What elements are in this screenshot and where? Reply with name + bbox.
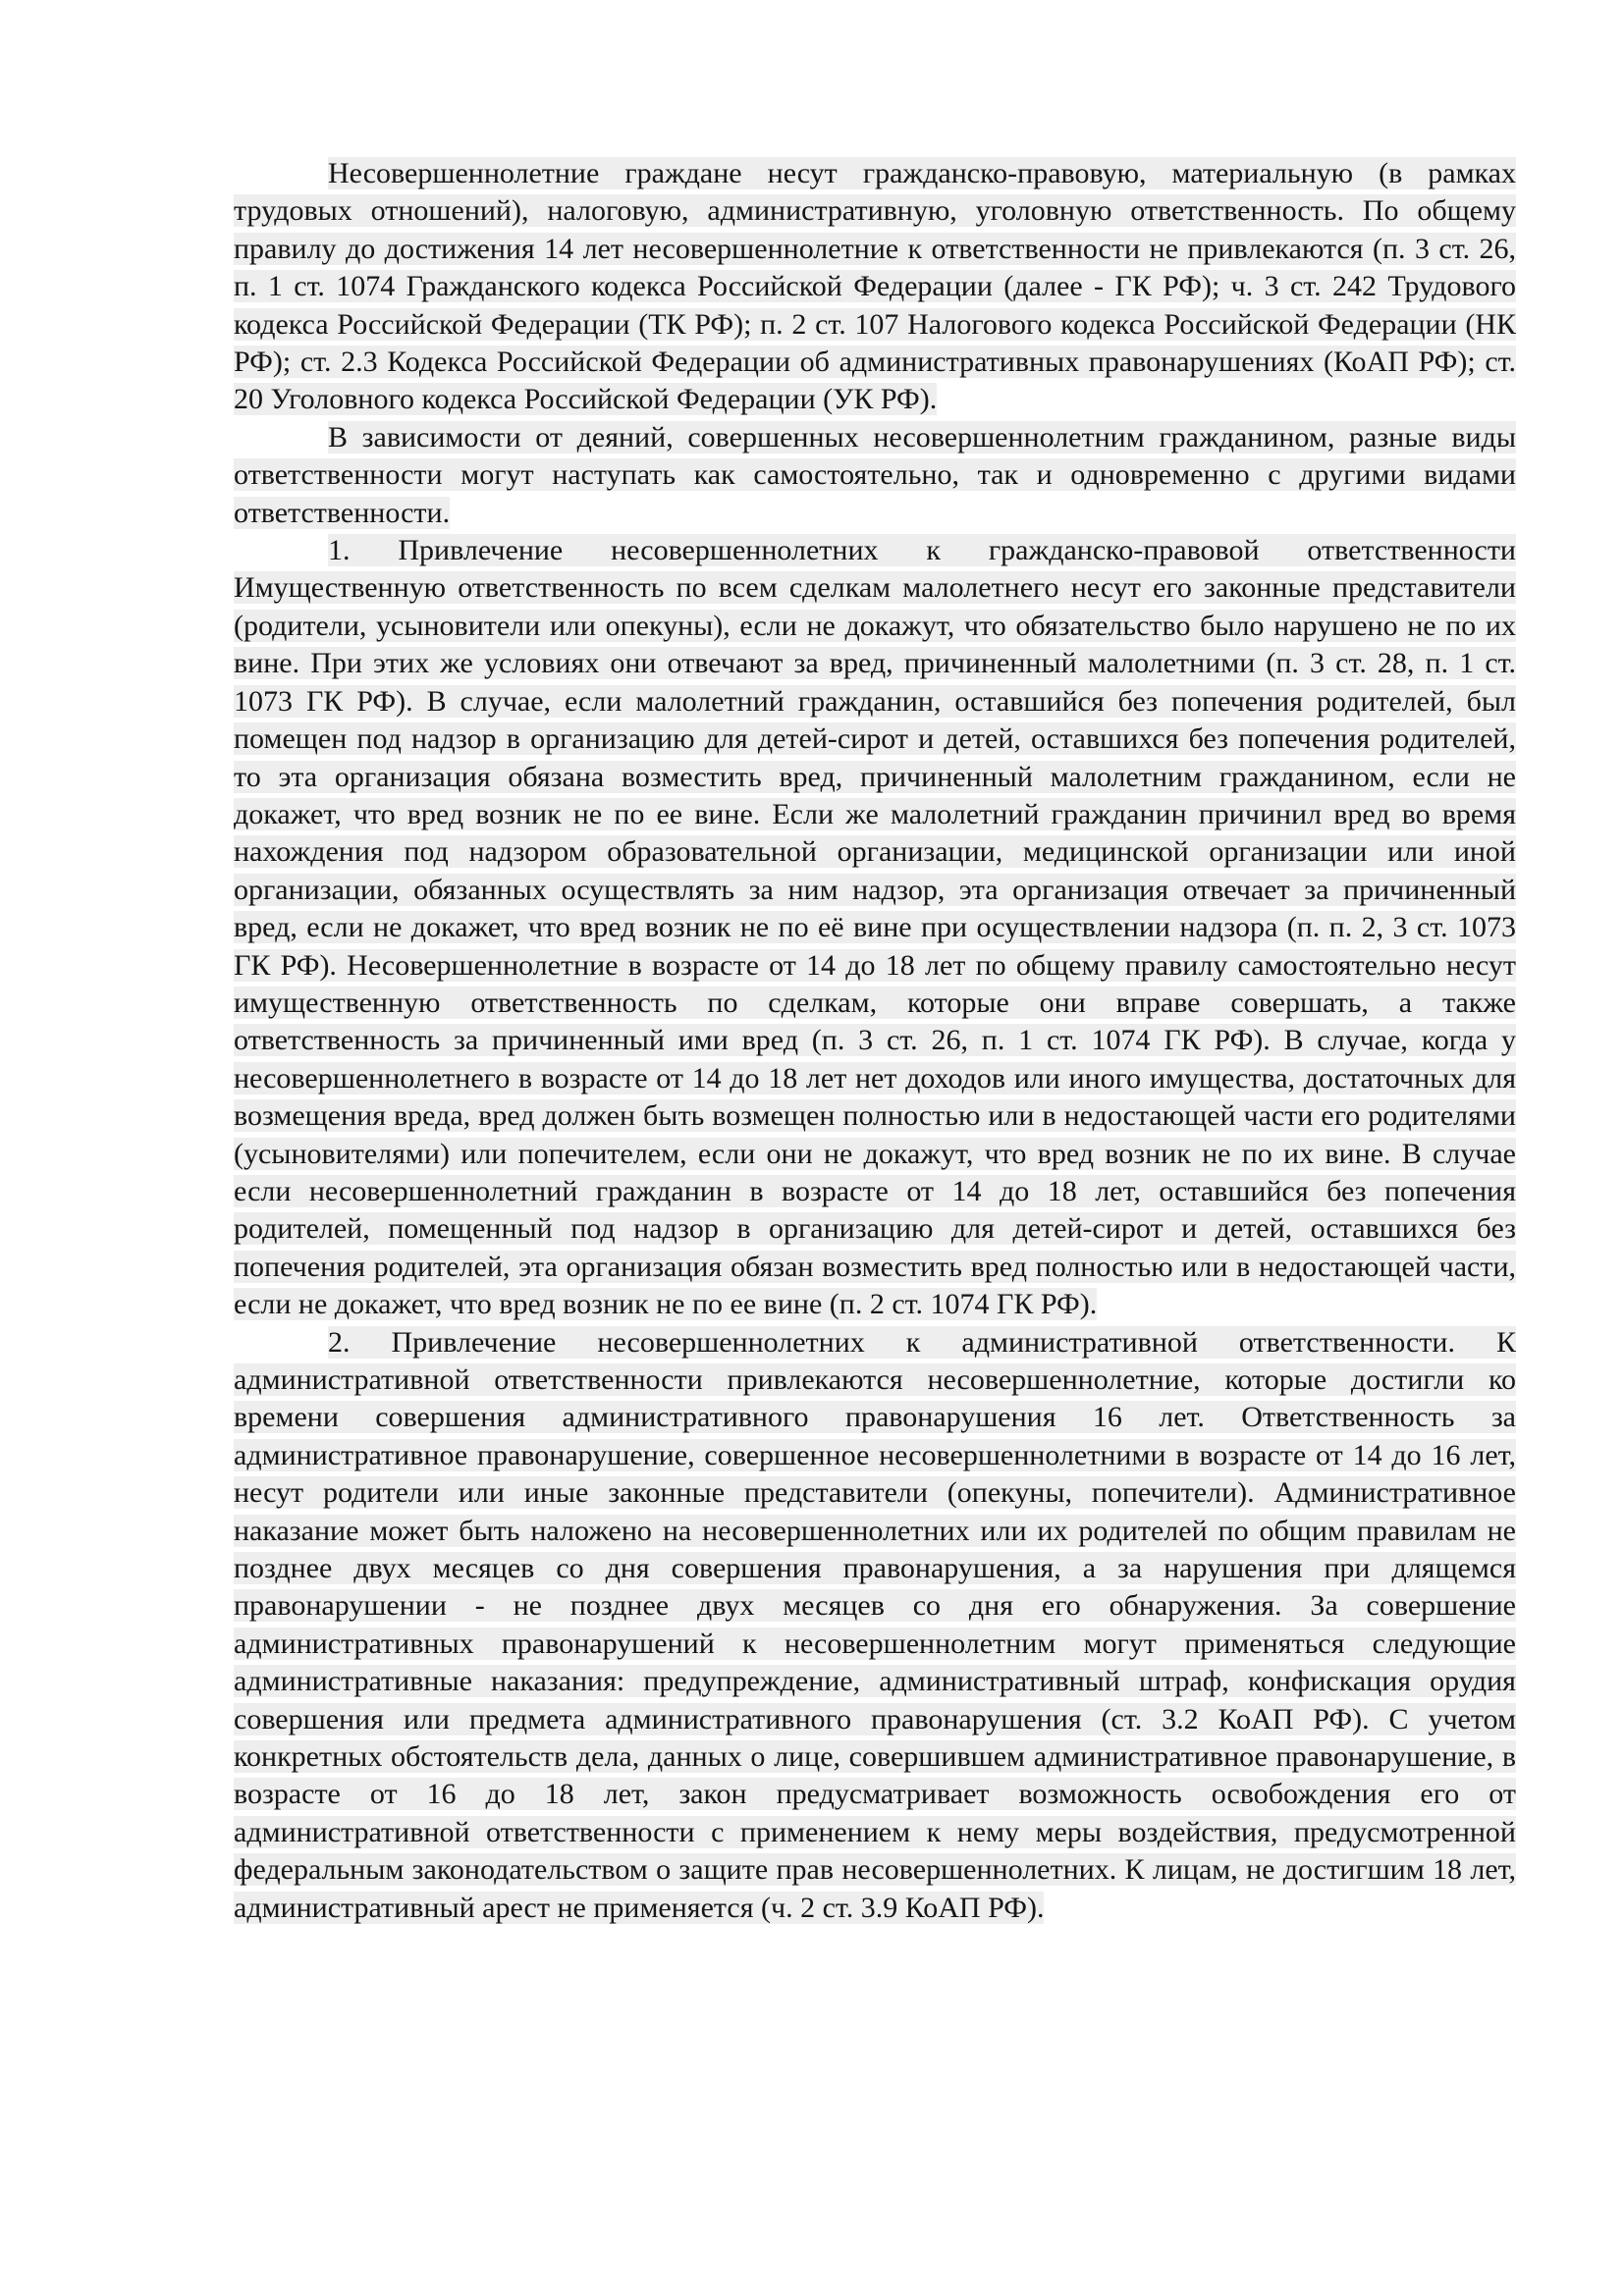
paragraph-intro	[234, 155, 1516, 419]
paragraph-administrative-liability	[234, 1324, 1516, 1928]
paragraph-civil-liability	[234, 532, 1516, 1324]
paragraph-text: 2. Привлечение несовершеннолетних к административной ответственности. К административной ответственности привлекаются несовершеннолетние, которые достигли ко времени совершения административного правонарушения 16 лет. Ответственность за административное правонарушение, совершенное несовершеннолетними в возрасте от 14 до 16 лет, несут родители или иные законные представители (опекуны, попечители). Административное наказание может быть наложено на несовершеннолетних или их родителей по общим правилам не позднее двух месяцев со дня совершения правонарушения, а за нарушения при длящемся правонарушении - не позднее двух месяцев со дня его обнаружения. За совершение административных правонарушений к несовершеннолетним могут применяться следующие административные наказания: предупреждение, административный штраф, конфискация орудия совершения или предмета административного правонарушения (ст. 3.2 КоАП РФ). С учетом конкретных обстоятельств дела, данных о лице, совершившем административное правонарушение, в возрасте от 16 до 18 лет, закон предусматривает возможность освобождения его от административной ответственности с применением к нему меры воздействия, предусмотренной федеральным законодательством о защите прав несовершеннолетних. К лицам, не достигшим 18 лет, административный арест не применяется (ч. 2 ст. 3.9 КоАП РФ).	[234, 1325, 1516, 1924]
paragraph-text: В зависимости от деяний, совершенных несовершеннолетним гражданином, разные виды ответственности могут наступать как самостоятельно, так и одновременно с другими видами ответственности.	[234, 420, 1516, 529]
paragraph-text: Несовершеннолетние граждане несут гражданско-правовую, материальную (в рамках трудовых отношений), налоговую, административную, уголовную ответственность. По общему правилу до достижения 14 лет несовершеннолетние к ответственности не привлекаются (п. 3 ст. 26, п. 1 ст. 1074 Гражданского кодекса Российской Федерации (далее - ГК РФ); ч. 3 ст. 242 Трудового кодекса Российской Федерации (ТК РФ); п. 2 ст. 107 Налогового кодекса Российской Федерации (НК РФ); ст. 2.3 Кодекса Российской Федерации об административных правонарушениях (КоАП РФ); ст. 20 Уголовного кодекса Российской Федерации (УК РФ).	[234, 157, 1516, 416]
document-body	[234, 155, 1516, 1927]
paragraph-text: 1. Привлечение несовершеннолетних к гражданско-правовой ответственности Имущественную ответственность по всем сделкам малолетнего несут его законные представители (родители, усыновители или опекуны), если не докажут, что обязательство было нарушено не по их вине. При этих же условиях они отвечают за вред, причиненный малолетними (п. 3 ст. 28, п. 1 ст. 1073 ГК РФ). В случае, если малолетний гражданин, оставшийся без попечения родителей, был помещен под надзор в организацию для детей-сирот и детей, оставшихся без попечения родителей, то эта организация обязана возместить вред, причиненный малолетним гражданином, если не докажет, что вред возник не по ее вине. Если же малолетний гражданин причинил вред во время нахождения под надзором образовательной организации, медицинской организации или иной организации, обязанных осуществлять за ним надзор, эта организация отвечает за причиненный вред, если не докажет, что вред возник не по её вине при осуществлении надзора (п. п. 2, 3 ст. 1073 ГК РФ). Несовершеннолетние в возрасте от 14 до 18 лет по общему правилу самостоятельно несут имущественную ответственность по сделкам, которые они вправе совершать, а также ответственность за причиненный ими вред (п. 3 ст. 26, п. 1 ст. 1074 ГК РФ). В случае, когда у несовершеннолетнего в возрасте от 14 до 18 лет нет доходов или иного имущества, достаточных для возмещения вреда, вред должен быть возмещен полностью или в недостающей части его родителями (усыновителями) или попечителем, если они не докажут, что вред возник не по их вине. В случае если несовершеннолетний гражданин в возрасте от 14 до 18 лет, оставшийся без попечения родителей, помещенный под надзор в организацию для детей-сирот и детей, оставшихся без попечения родителей, эта организация обязан возместить вред полностью или в недостающей части, если не докажет, что вред возник не по ее вине (п. 2 ст. 1074 ГК РФ).	[234, 534, 1516, 1321]
paragraph-liability-types	[234, 419, 1516, 532]
